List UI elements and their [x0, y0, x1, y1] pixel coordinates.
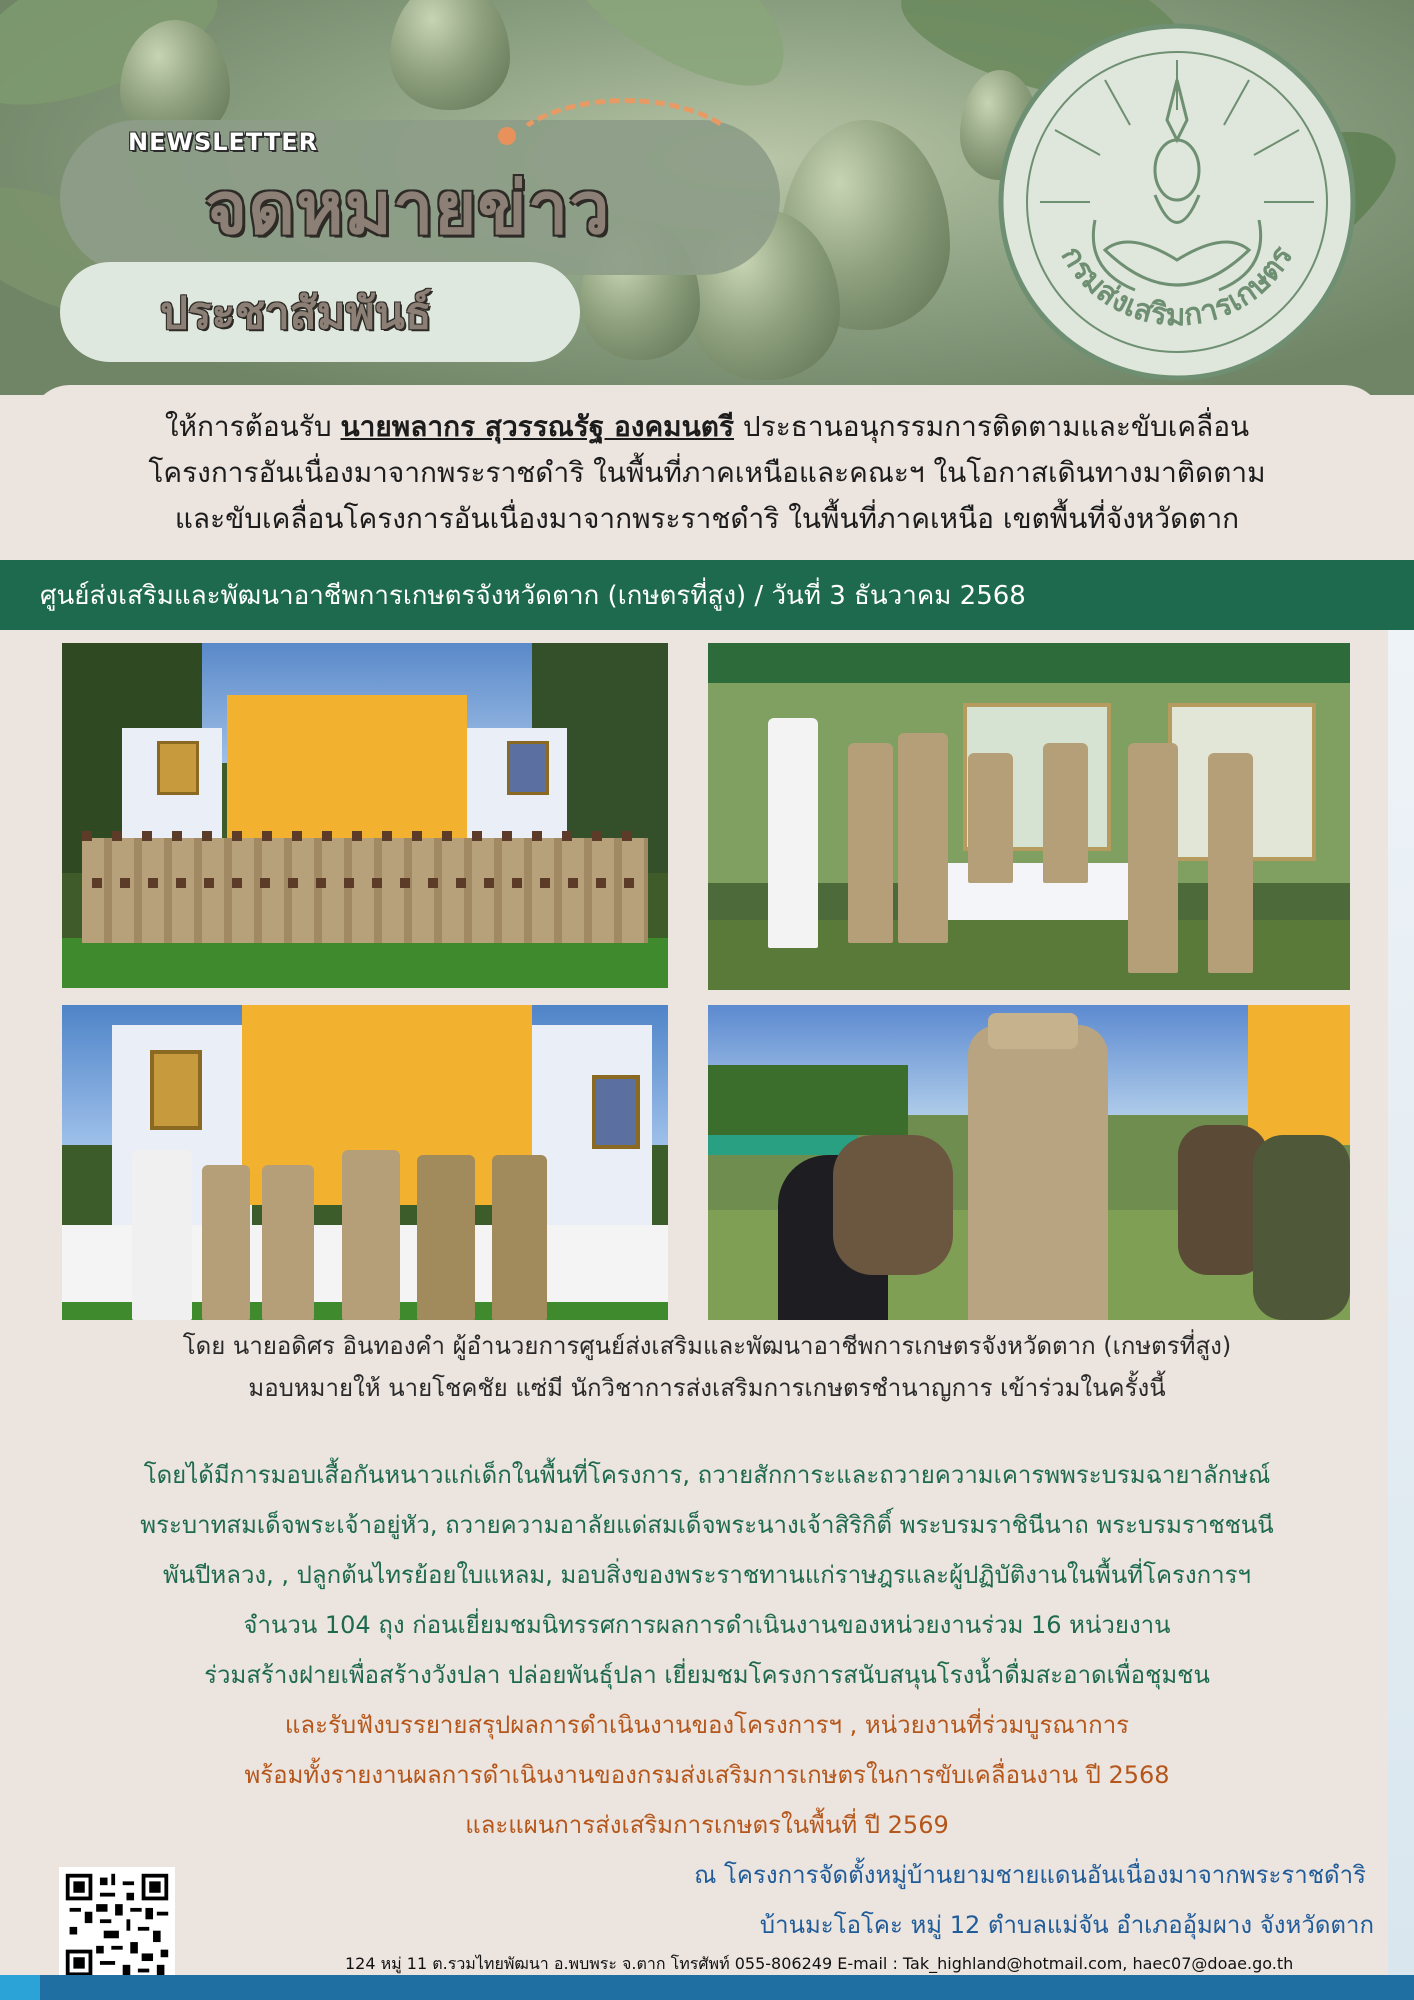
decorative-dot [498, 127, 516, 145]
body-line-orange-1: และรับฟังบรรยายสรุปผลการดำเนินงานของโครงการฯ , หน่วยงานที่ร่วมบูรณาการ [284, 1711, 1130, 1739]
newsletter-title: จดหมายข่าว [205, 166, 611, 250]
caption-line2: มอบหมายให้ นายโชคชัย แซ่มี นักวิชาการส่งเสริมการเกษตรชำนาญการ เข้าร่วมในครั้งนี้ [248, 1374, 1166, 1402]
headline-line1-rest: ประธานอนุกรรมการติดตามและขับเคลื่อน [734, 410, 1250, 443]
caption-line1: โดย นายอดิศร อินทองคำ ผู้อำนวยการศูนย์ส่งเสริมและพัฒนาอาชีพการเกษตรจังหวัดตาก (เกษตรที่สูง) [182, 1332, 1232, 1360]
body-line-orange-3: และแผนการส่งเสริมการเกษตรในพื้นที่ ปี 2569 [465, 1811, 949, 1839]
body-line-location-1: ณ โครงการจัดตั้งหมู่บ้านยามชายแดนอันเนื่องมาจากพระราชดำริ [694, 1861, 1366, 1889]
headline-prefix: ให้การต้อนรับ [164, 410, 341, 443]
newsletter-subtitle: ประชาสัมพันธ์ [160, 288, 432, 339]
photo-group-ceremony [62, 643, 668, 988]
right-decor-strip [1388, 630, 1414, 2000]
body-line-green-5: ร่วมสร้างฝายเพื่อสร้างวังปลา ปล่อยพันธุ์ปลา เยี่ยมชมโครงการสนับสนุนโรงน้ำดื่มสะอาดเพื่อชุมชน [204, 1661, 1210, 1689]
body-line-green-1: โดยได้มีการมอบเสื้อกันหนาวแก่เด็กในพื้นที่โครงการ, ถวายสักการะและถวายความเคารพพระบรมฉายาลักษณ์ [143, 1461, 1271, 1489]
body-line-green-4: จำนวน 104 ถุง ก่อนเยี่ยมชมนิทรรศการผลการดำเนินงานของหน่วยงานร่วม 16 หน่วยงาน [243, 1611, 1171, 1639]
bottom-light-blue-strip [0, 1975, 40, 2000]
date-banner-text: ศูนย์ส่งเสริมและพัฒนาอาชีพการเกษตรจังหวัดตาก (เกษตรที่สูง) / วันที่ 3 ธันวาคม 2568 [40, 581, 1026, 611]
headline-line3: และขับเคลื่อนโครงการอันเนื่องมาจากพระราชดำริ ในพื้นที่ภาคเหนือ เขตพื้นที่จังหวัดตาก [174, 502, 1240, 535]
body-line-green-2: พระบาทสมเด็จพระเจ้าอยู่หัว, ถวายความอาลัยแด่สมเด็จพระนางเจ้าสิริกิติ์ พระบรมราชินีนาถ พระบรมราชชนนี [140, 1511, 1274, 1539]
headline-guest-name: นายพลากร สุวรรณรัฐ องคมนตรี [340, 410, 735, 443]
headline [40, 404, 1374, 542]
body-line-orange-2: พร้อมทั้งรายงานผลการดำเนินงานของกรมส่งเสริมการเกษตรในการขับเคลื่อนงาน ปี 2568 [244, 1761, 1170, 1789]
bottom-blue-strip [0, 1975, 1414, 2000]
body-line-green-3: พันปีหลวง, , ปลูกต้นไทรย้อยใบแหลม, มอบสิ่งของพระราชทานแก่ราษฎรและผู้ปฏิบัติงานในพื้นที่โครงการฯ [162, 1561, 1252, 1589]
headline-line2: โครงการอันเนื่องมาจากพระราชดำริ ในพื้นที่ภาคเหนือและคณะฯ ในโอกาสเดินทางมาติดตาม [148, 456, 1266, 489]
photo-officials-banner [62, 1005, 668, 1320]
doae-seal-logo [995, 20, 1360, 385]
newsletter-label: NEWSLETTER [128, 128, 319, 156]
photo-distributing-bags [708, 1005, 1350, 1320]
qr-code[interactable] [62, 1870, 172, 1980]
body-line-location-2: บ้านมะโอโคะ หมู่ 12 ตำบลแม่จัน อำเภออุ้มผาง จังหวัดตาก [759, 1911, 1374, 1939]
contact-footer: 124 หมู่ 11 ต.รวมไทยพัฒนา อ.พบพระ จ.ตาก โทรศัพท์ 055-806249 E-mail : Tak_highland@hotmail.com, haec07@doae.go.th [345, 1954, 1294, 1973]
seal-text: กรมส่งเสริมการเกษตร [1053, 240, 1301, 334]
caption [40, 1325, 1374, 1409]
photo-officials-exhibition [708, 643, 1350, 990]
